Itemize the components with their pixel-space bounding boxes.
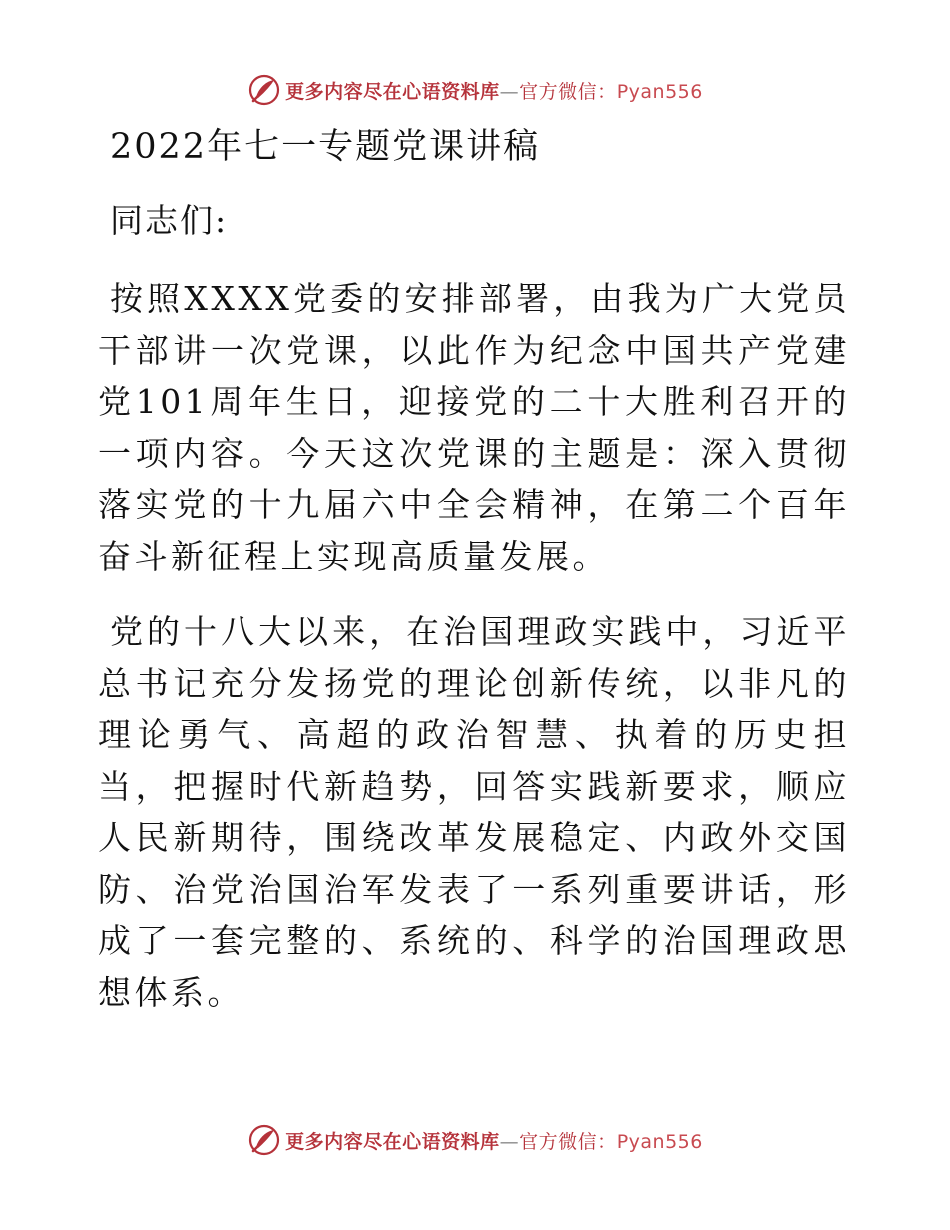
paragraph-1: 按照XXXX党委的安排部署，由我为广大党员干部讲一次党课，以此作为纪念中国共产党建党101周年生日，迎接党的二十大胜利召开的一项内容。今天这次党课的主题是：深入贯彻落实党的十九届六中全会精神，在第二个百年奋斗新征程上实现高质量发展。 [98, 279, 850, 576]
writing-hand-logo-icon [247, 73, 281, 107]
document-title: 2022年七一专题党课讲稿 [110, 127, 541, 167]
watermark-wechat-id: Pyan556 [616, 80, 703, 103]
writing-hand-logo-icon [247, 1123, 281, 1157]
footer-watermark [0, 1120, 950, 1160]
document-body [98, 122, 850, 1042]
watermark-official-label: 官方微信： [519, 80, 617, 103]
watermark-main-text: 更多内容尽在心语资料库 [285, 80, 500, 103]
watermark-main-text: 更多内容尽在心语资料库 [285, 1130, 500, 1153]
paragraph-2: 党的十八大以来，在治国理政实践中，习近平总书记充分发扬党的理论创新传统，以非凡的理论勇气、高超的政治智慧、执着的历史担当，把握时代新趋势，回答实践新要求，顺应人民新期待，围绕改革发展稳定、内政外交国防、治党治国治军发表了一系列重要讲话，形成了一套完整的、系统的、科学的治国理政思想体系。 [98, 612, 850, 1012]
watermark-separator: — [499, 80, 520, 103]
greeting: 同志们: [110, 201, 229, 240]
watermark-separator: — [499, 1130, 520, 1153]
header-watermark [0, 70, 950, 110]
watermark-wechat-id: Pyan556 [616, 1130, 703, 1153]
watermark-official-label: 官方微信： [519, 1130, 617, 1153]
